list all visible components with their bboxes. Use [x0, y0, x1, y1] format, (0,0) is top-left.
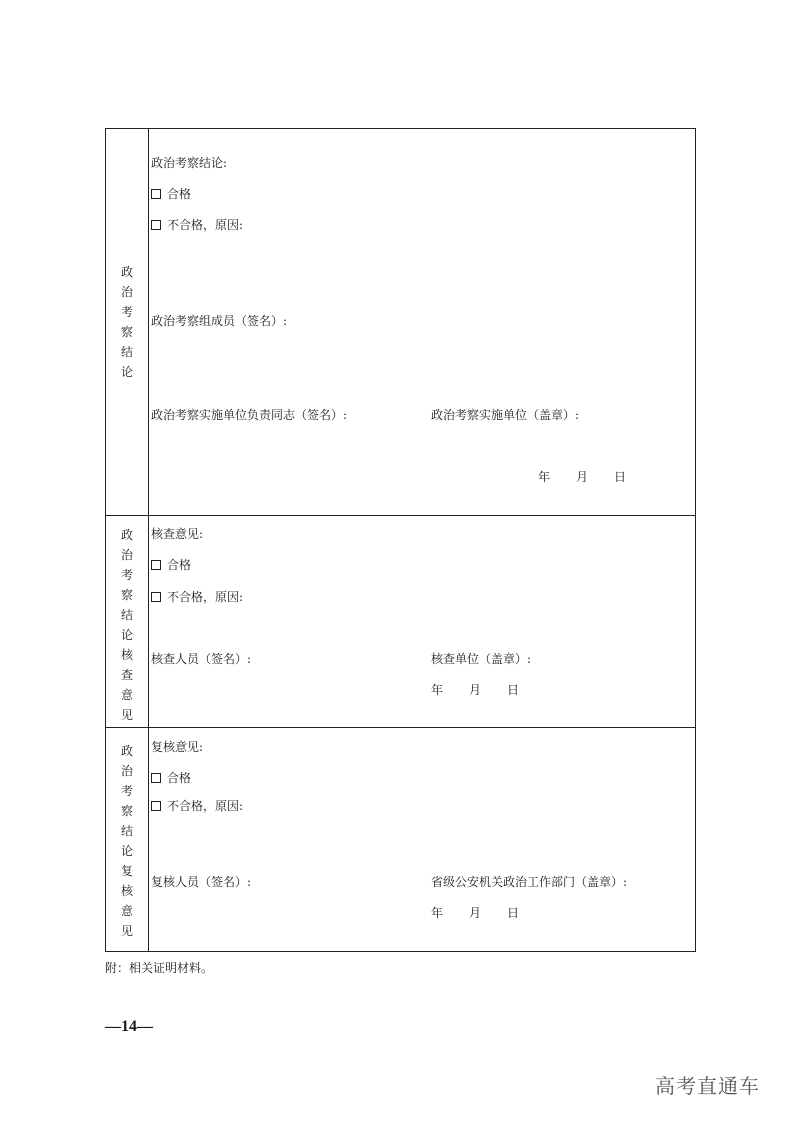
- section2-pass-option[interactable]: [151, 558, 191, 572]
- section2-person-signature: 核查人员（签名）:: [151, 652, 252, 666]
- checkbox-icon[interactable]: [151, 560, 161, 570]
- date-month: 月: [469, 906, 482, 920]
- section2-pass-label: 合格: [167, 558, 192, 572]
- date-month: 月: [576, 470, 589, 484]
- date-day: 日: [507, 906, 520, 920]
- section3-title: 复核意见:: [151, 740, 204, 754]
- row-divider-2: [106, 727, 695, 728]
- section3-person-signature: 复核人员（签名）:: [151, 875, 252, 889]
- checkbox-icon[interactable]: [151, 220, 161, 230]
- date-day: 日: [614, 470, 627, 484]
- attachment-note: 附：相关证明材料。: [105, 961, 214, 975]
- checkbox-icon[interactable]: [151, 773, 161, 783]
- section1-unit-seal: 政治考察实施单位（盖章）:: [431, 408, 580, 422]
- page-number: —14—: [105, 1018, 153, 1035]
- section1-fail-option[interactable]: [151, 218, 243, 232]
- section1-label: 政治考察结论: [120, 265, 133, 379]
- section1-member-signature: 政治考察组成员（签名）:: [151, 314, 288, 328]
- section3-pass-label: 合格: [167, 771, 192, 785]
- date-year: 年: [431, 906, 444, 920]
- date-month: 月: [469, 683, 482, 697]
- section3-unit-seal: 省级公安机关政治工作部门（盖章）:: [431, 875, 628, 889]
- checkbox-icon[interactable]: [151, 592, 161, 602]
- date-day: 日: [507, 683, 520, 697]
- label-column-divider: [148, 129, 149, 951]
- political-review-form: [105, 128, 696, 952]
- section1-fail-label: 不合格，原因:: [167, 218, 244, 232]
- section2-unit-seal: 核查单位（盖章）:: [431, 652, 532, 666]
- section3-date: [431, 906, 519, 920]
- section1-date: [538, 470, 626, 484]
- checkbox-icon[interactable]: [151, 801, 161, 811]
- section2-fail-option[interactable]: [151, 590, 243, 604]
- section3-label: 政治考察结论复核意见: [120, 744, 133, 938]
- section3-fail-label: 不合格，原因:: [167, 799, 244, 813]
- date-year: 年: [538, 470, 551, 484]
- section3-pass-option[interactable]: [151, 771, 191, 785]
- section3-fail-option[interactable]: [151, 799, 243, 813]
- section2-title: 核查意见:: [151, 527, 204, 541]
- section2-date: [431, 683, 519, 697]
- checkbox-icon[interactable]: [151, 189, 161, 199]
- section1-pass-option[interactable]: [151, 187, 191, 201]
- section1-leader-signature: 政治考察实施单位负责同志（签名）:: [151, 408, 348, 422]
- section2-label: 政治考察结论核查意见: [120, 528, 133, 722]
- date-year: 年: [431, 683, 444, 697]
- row-divider-1: [106, 515, 695, 516]
- section1-conclusion-title: 政治考察结论:: [151, 156, 228, 170]
- watermark-text: 高考直通车: [655, 1074, 760, 1098]
- section2-fail-label: 不合格，原因:: [167, 590, 244, 604]
- section1-pass-label: 合格: [167, 187, 192, 201]
